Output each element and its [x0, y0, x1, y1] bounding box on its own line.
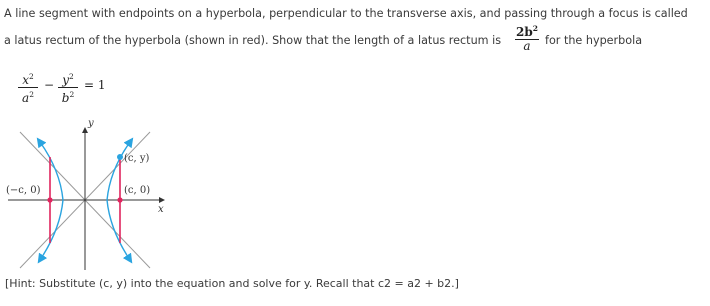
- right-focus-label: (c, 0): [124, 185, 151, 196]
- problem-text-after-fraction: for the hyperbola: [545, 34, 643, 47]
- equation-minus: −: [44, 78, 55, 92]
- problem-text-before-fraction: a latus rectum of the hyperbola (shown in red). Show that the length of a latus rectum is: [4, 34, 502, 47]
- fraction-numerator: $2b^2$: [516, 24, 538, 39]
- hyperbola-diagram: [0, 110, 200, 275]
- latus-rectum-length-fraction: [515, 22, 539, 53]
- point-c-y-label: (c, y): [124, 153, 150, 164]
- hint-text: [Hint: Substitute (c, y) into the equation and solve for y. Recall that c2 = a2 + b2.]: [5, 277, 459, 290]
- point-c-y: [117, 154, 123, 160]
- equation-y-term: $y^2$ $b^2$: [58, 70, 78, 105]
- x-axis-label: x: [158, 204, 164, 215]
- problem-text-line-1: A line segment with endpoints on a hyperbola, perpendicular to the transverse axis, and passing through a focus is called: [4, 7, 688, 20]
- left-focus-label: (−c, 0): [6, 185, 41, 196]
- left-focus-point: [47, 197, 52, 202]
- equation-equals-one: = 1: [84, 78, 106, 92]
- y-axis-label: y: [88, 118, 94, 129]
- fraction-denominator: a: [523, 39, 531, 53]
- right-focus-point: [117, 197, 122, 202]
- problem-text-line-2: [4, 34, 501, 47]
- equation-x-term: $x^2$ $a^2$: [18, 70, 38, 105]
